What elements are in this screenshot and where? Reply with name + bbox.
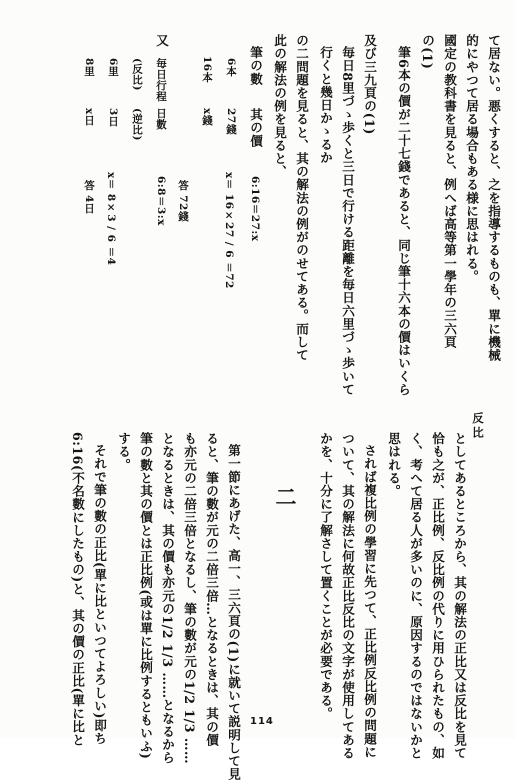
text-line: の(1) [420,34,435,70]
text-line: 國定の教科書を見ると、例へば高等第一學年の三六頁 [442,34,457,349]
text-line: 行くと幾日かゝるか [318,46,333,164]
running-header: 反比 [471,412,485,441]
page-number: 114 [250,716,274,727]
text-line: 的にやつて居る場合もある様に思はれる。 [464,34,479,283]
example2-row1-eq: x＝ 8×3 / 6 ＝4 [105,172,117,266]
example2-label: 又 [154,34,169,48]
example2-answer: 答 4日 [83,180,95,214]
example1-row1-b: 27錢 [225,108,237,135]
example2-row2-a: 8里 [83,58,95,77]
text-line: ついて、其の解法に何故正比反比の文字が使用してある [340,432,355,760]
text-line: それで筆の數の正比(單に比といつてよろしい)即ち [92,444,107,746]
text-line: も亦元の二倍三倍となるし、筆の數が元の1/2 1/3 …… [182,432,197,765]
example1-equation: 6:16＝27:x [249,176,261,242]
example1-answer: 答 72錢 [177,180,189,222]
text-line: ると、筆の數が元の二倍三倍…となるときは、其の價 [204,432,219,747]
example2-row2-b: x日 [83,108,95,126]
example2-col-head-2: 日數 [155,108,167,130]
example2-row0-note: (反比) [131,58,143,91]
text-line: されば複比例の學習に先つて、正比例反比例の問題に [362,444,377,759]
text-line: 6:16(不名數にしたもの)と、其の價の正比(單に比と [70,432,85,747]
text-line: 筆6本の價が二十七錢であると、同じ筆十六本の價はいくら [396,46,411,396]
example1-row1-a: 6本 [225,58,237,77]
text-line: かを、十分に了解さして置くことが必要である。 [318,432,333,721]
text-line: 此の解法の例を見ると、 [272,34,287,179]
example2-row1-a: 6里 [107,58,119,77]
text-line: 第一節にあげた、高一、三六頁の(1)に就いて説明して見 [226,444,241,781]
text-line: する。 [116,432,131,472]
text-line: て居ない。悪くすると、之を指導するものも、單に機械 [486,34,501,362]
col-head-count: 筆の數 [248,46,263,86]
text-line: 筆の數と其の價とは正比例(或は單に比例するともいふ) [138,432,153,760]
example2-equation: 6:8＝3:x [155,176,167,226]
example1-col-head-2: 其の價 [248,108,263,148]
text-line: となるときは、其の價も亦元の1/2 1/3 ……となるから [160,432,175,765]
section-heading: 二 [273,486,298,509]
example1-row2-a: 16本 [201,56,213,83]
text-line: 思はれる。 [386,432,401,498]
example2-col-head-1: 毎日行程 [155,58,167,102]
example1-col-head [248,46,262,85]
example2-row1-b: 3日 [107,108,119,127]
text-line: としてあるところから、其の解法の正比又は反比を見て [452,432,467,760]
example1-row1-eq: x＝ 16×27 / 6 ＝72 [223,172,235,289]
text-line: く、考へて居る人が多いのに、原因するのではないかと [408,432,423,760]
text-line: 恰も之が、正比例、反比例の代りに用ひられたもの、如 [430,432,445,760]
example1-row2-b: x錢 [201,108,213,126]
text-line: の二問題を見ると、其の解法の例がのせてある。而して [294,34,309,362]
example2-row0-b: (逆比) [131,108,143,141]
text-line: 毎日8里づゝ歩くと三日で行ける距離を毎日六里づゝ歩いて [340,46,355,396]
text-line: 及び三九頁の(1) [362,34,377,135]
